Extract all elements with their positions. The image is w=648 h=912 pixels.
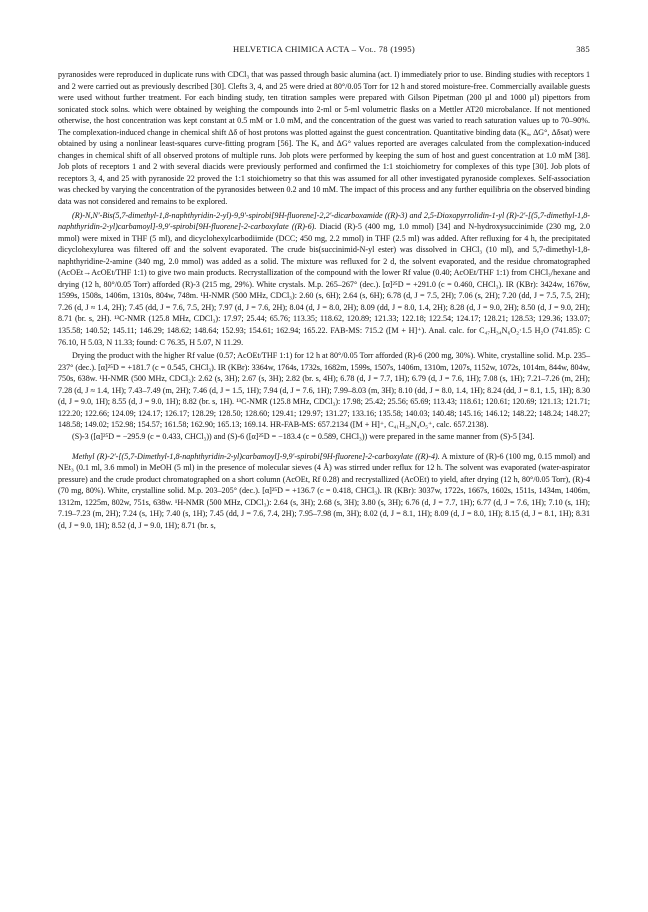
- section-text-r4: A mixture of (R)-6 (100 mg, 0.15 mmol) and NEt₃ (0.1 ml, 3.6 mmol) in MeOH (5 ml) in the presence of molecular sieves (4 Å) was stirred under reflux for 12 h. The solvent was evaporated (water-aspirator pressure) and the crude product chromatographed on a short column (AcOEt, Rf 0.28) and recrystallized (AcOEt) to yield, after drying (12 h, 80°/0.05 Torr), (R)-4 (70 mg, 80%). White, crystalline solid. M.p. 203–205° (dec.). [α]²⁵D = +136.7 (c = 0.418, CHCl₃). IR (KBr): 3037w, 1722s, 1667s, 1602s, 1511s, 1434m, 1406m, 1312m, 1225m, 802w, 751s, 638w. ¹H-NMR (500 MHz, CDCl₃): 2.64 (s, 3H); 2.68 (s, 3H); 3.80 (s, 3H); 6.76 (d, J = 7.7, 1H); 6.77 (d, J = 7.6, 1H); 7.10 (s, 1H); 7.19–7.23 (m, 2H); 7.24 (s, 1H); 7.40 (s, 1H); 7.45 (dd, J = 7.6, 7.4, 2H); 7.95–7.98 (m, 3H); 8.02 (d, J = 8.1, 1H); 8.09 (d, J = 8.0, 1H); 8.15 (d, J = 8.1, 1H); 8.31 (d, J = 9.0, 1H); 8.52 (d, J = 9.0, 1H); 8.71 (br. s,: [58, 451, 591, 530]
- paragraph-compound-r3: [58, 210, 590, 349]
- paragraph-binding-studies: pyranosides were reproduced in duplicate runs with CDCl₃ that was passed through basic alumina (act. I) immediately prior to use. Binding studies with receptors 1 and 2 were carried out as previously described [30]. Clefts 3, 4, and 25 were dried at 80°/0.05 Torr for 12 h and stored moisture-free. Commercially available guests were used without further treatment. For each binding study, ten titration samples were prepared with Gilson Pipetman (200 µl and 1000 µl) pipettors from sonicated stock solns. which were obtained by weighing the compounds into 2-ml or 5-ml volumetric flasks on a Mettler AT20 microbalance. If not mentioned otherwise, the host concentration was kept constant at 0.5 mM or 1.0 mM, and the concentration of the guest was varied to reach saturation values up to 70–90%. The complexation-induced change in chemical shift Δδ of host protons was plotted against the guest concentration. Quantitative binding data (Kₐ, ΔG°, Δδsat) were obtained by using a nonlinear least-squares curve-fitting program [56]. The Kₐ and ΔG° values reported are averages calculated from the complexation-induced changes in chemical shift of all observed protons of multiple runs. Job plots were performed by keeping the sum of host and guest concentration at 1.0 mM [38]. Job plots of receptors 1 and 2 with several diacids were previously performed and confirmed the 1:1 stoichiometry for complexes of this type [30]. Job plots of receptors 3, 4, and 25 with pyranoside 22 proved the 1:1 stoichiometry so that this was assumed for all other investigated pyranoside complexes. Self-association was checked by varying the concentration of the pyranosides between 0.2 and 10 mM. The impact of this process and any further equilibria on the observed binding data was not considered and remains to be explored.: [58, 70, 590, 207]
- section-text-r3: Diacid (R)-5 (400 mg, 1.0 mmol) [34] and N-hydroxysuccinimide (230 mg, 2.0 mmol) were mixed in THF (5 ml), and dicyclohexylcarbodiimide (DCC; 450 mg, 2.2 mmol) in THF (2.5 ml) was added. After refluxing for 4 h, the precipitated dicyclohexylurea was filtered off and the solvent evaporated. The crude bis(succinimid-N-yl ester) was dissolved in CHCl₃ (10 ml), and 5,7-dimethyl-1,8-naphthyridine-2-amine (340 mg, 2.0 mmol) was added as a solid. The mixture was refluxed for 2 d, the solvent evaporated, and the residue chromatographed (AcOEt→AcOEt/THF 1:1) to give two main products. Recrystallization of the compound with the lower Rf value (0.40; AcOEt/THF 1:1) from CHCl₃/hexane and drying (12 h, 80°/0.05 Torr) afforded (R)-3 (215 mg, 29%). White crystals. M.p. 265–267° (dec.). [α]²⁵D = +291.0 (c = 0.460, CHCl₃). IR (KBr): 3424w, 1676w, 1599s, 1508s, 1406m, 1310s, 804w, 748m. ¹H-NMR (500 MHz, CDCl₃): 2.60 (s, 6H); 2.64 (s, 6H); 6.78 (d, J = 7.5, 2H); 7.06 (s, 2H); 7.20 (dd, J = 7.5, 7.5, 2H); 7.26 (d, J ≈ 1.4, 2H); 7.45 (dd, J = 7.6, 7.5, 2H); 7.97 (d, J = 7.6, 2H); 8.04 (d, J = 8.0, 2H); 8.09 (dd, J = 8.0, 1.4, 2H); 8.28 (d, J = 9.0, 2H); 8.50 (d, J = 9.0, 2H); 8.71 (br. s, 2H). ¹³C-NMR (125.8 MHz, CDCl₃): 17.97; 25.44; 65.76; 113.35; 118.62, 120.89; 121.33; 122.18; 122.54; 124.17; 128.21; 128.53; 129.36; 133.07; 135.58; 140.52; 145.11; 146.29; 148.62; 148.64; 152.93; 154.61; 162.94; 165.22. FAB-MS: 715.2 ([M + H]⁺). Anal. calc. for C₄₇H₃₄N₆O₂·1.5 H₂O (741.85): C 76.10, H 5.03, N 11.33; found: C 76.35, H 5.07, N 11.29.: [58, 222, 590, 347]
- page-number: 385: [576, 44, 590, 54]
- paragraph-enantiomers: (S)-3 ([α]²⁵D = −295.9 (c = 0.433, CHCl₃)) and (S)-6 ([α]²⁵D = −183.4 (c = 0.589, CHCl₃)) were prepared in the same manner from (S)-5 [34].: [72, 431, 535, 441]
- paragraph-compound-r6: Drying the product with the higher Rf value (0.57; AcOEt/THF 1:1) for 12 h at 80°/0.05 Torr afforded (R)-6 (200 mg, 30%). White, crystalline solid. M.p. 235–237° (dec.). [α]²⁵D = +181.7 (c = 0.545, CHCl₃). IR (KBr): 3364w, 1764s, 1732s, 1682m, 1599s, 1507s, 1406m, 1310m, 1207s, 1152w, 1072s, 1014m, 844w, 804w, 750s, 638w. ¹H-NMR (500 MHz, CDCl₃): 2.62 (s, 3H); 2.67 (s, 3H); 2.82 (br. s, 4H); 6.78 (d, J = 7.7, 1H); 6.79 (d, J = 7.6, 1H); 7.08 (s, 1H); 7.21–7.26 (m, 2H); 7.28 (d, J ≈ 1.4, 1H); 7.43–7.49 (m, 2H); 7.46 (d, J = 1.5, 1H); 7.94 (d, J = 7.6, 1H); 7.99–8.03 (m, 3H); 8.10 (dd, J = 8.0, 1.4, 1H); 8.24 (dd, J = 8.1, 1.5, 1H); 8.30 (d, J = 9.0, 1H); 8.55 (d, J = 9.0, 1H); 8.82 (br. s, 1H). ¹³C-NMR (125.8 MHz, CDCl₃): 17.98; 25.42; 25.56; 65.69; 113.43; 118.61; 120.61; 120.69; 121.13; 121.71; 122.20; 122.66; 124.09; 124.17; 126.17; 128.29; 128.50; 128.60; 129.41; 129.97; 131.27; 133.16; 135.58; 140.03; 140.48; 145.16; 146.12; 148.22; 148.24; 148.27; 148.58; 149.02; 152.98; 154.57; 161.58; 162.90; 165.13; 169.14. HR-FAB-MS: 657.2134 ([M + H]⁺, C₄₁H₂₉N₄O₅⁺, calc. 657.2138).: [58, 351, 590, 430]
- section-title-r4: Methyl (R)-2′-[(5,7-Dimethyl-1,8-naphthyridin-2-yl)carbamoyl]-9,9′-spirobi[9H-fluorene]-2-carboxylate ((R)-4).: [72, 451, 440, 461]
- section-title-r3: (R)-N,N′-Bis(5,7-dimethyl-1,8-naphthyridin-2-yl)-9,9′-spirobi[9H-fluorene]-2,2′-dicarboxamide ((R)-3) and 2,5-Dioxopyrrolidin-1-yl (R)-2′-[(5,7-dimethyl-1,8-naphthyridin-2-yl)carbamoyl]-9,9′-spirobi[9H-fluorene]-2-carboxylate ((R)-6).: [58, 210, 590, 232]
- journal-title: HELVETICA CHIMICA ACTA – Vol. 78 (1995): [232, 44, 416, 54]
- paragraph-compound-r4: [58, 451, 590, 532]
- page-body: [58, 69, 590, 531]
- running-header: [58, 44, 590, 58]
